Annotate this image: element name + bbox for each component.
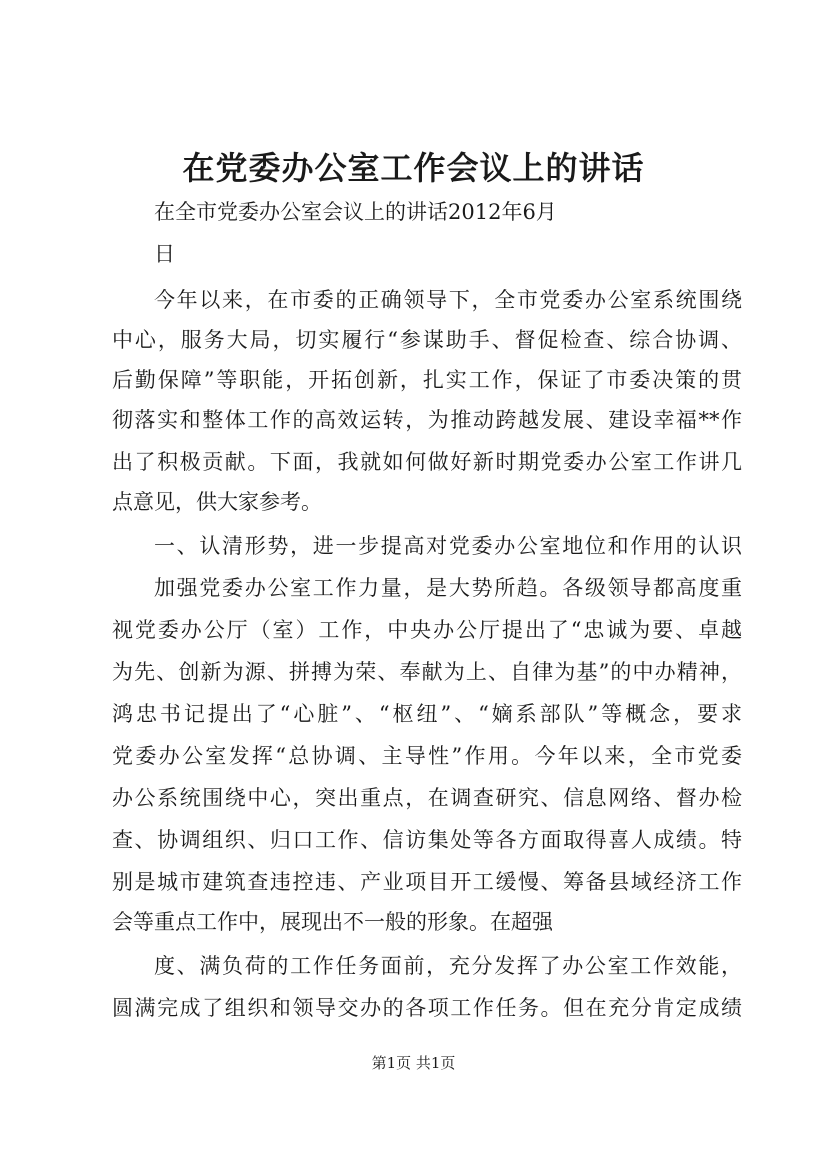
section-heading: 一、认清形势，进一步提高对党委办公室地位和作用的认识 bbox=[154, 534, 742, 558]
body-line: 鸿忠书记提出了“心脏”、“枢纽”、“嫡系部队”等概念，要求 bbox=[112, 702, 742, 726]
body-line: 办公系统围绕中心，突出重点，在调查研究、信息网络、督办检 bbox=[112, 786, 742, 810]
body-line: 彻落实和整体工作的高效运转，为推动跨越发展、建设幸福**作 bbox=[112, 408, 742, 432]
subtitle-line: 日 bbox=[154, 242, 175, 266]
page-number: 第1页 共1页 bbox=[371, 1054, 456, 1072]
body-line: 圆满完成了组织和领导交办的各项工作任务。但在充分肯定成绩 bbox=[112, 996, 742, 1020]
body-line: 别是城市建筑查违控违、产业项目开工缓慢、筹备县域经济工作 bbox=[112, 870, 742, 894]
body-line: 点意见，供大家参考。 bbox=[112, 490, 322, 514]
body-line: 党委办公室发挥“总协调、主导性”作用。今年以来，全市党委 bbox=[112, 744, 742, 768]
subtitle-line: 在全市党委办公室会议上的讲话2012年6月 bbox=[154, 200, 557, 224]
body-line: 后勤保障”等职能，开拓创新，扎实工作，保证了市委决策的贯 bbox=[112, 368, 742, 392]
body-line: 为先、创新为源、拼搏为荣、奉献为上、自律为基”的中办精神， bbox=[112, 660, 742, 684]
body-line: 出了积极贡献。下面，我就如何做好新时期党委办公室工作讲几 bbox=[112, 450, 742, 474]
body-line: 视党委办公厅（室）工作，中央办公厅提出了“忠诚为要、卓越 bbox=[112, 618, 742, 642]
body-line: 中心，服务大局，切实履行“参谋助手、督促检查、综合协调、 bbox=[112, 328, 742, 352]
body-line: 查、协调组织、归口工作、信访集处等各方面取得喜人成绩。特 bbox=[112, 828, 742, 852]
body-line: 加强党委办公室工作力量，是大势所趋。各级领导都高度重 bbox=[154, 576, 742, 600]
body-line: 会等重点工作中，展现出不一般的形象。在超强 bbox=[112, 910, 553, 934]
body-line: 今年以来，在市委的正确领导下，全市党委办公室系统围绕 bbox=[154, 288, 742, 312]
document-title: 在党委办公室工作会议上的讲话 bbox=[182, 149, 645, 187]
body-line: 度、满负荷的工作任务面前，充分发挥了办公室工作效能， bbox=[154, 954, 742, 978]
